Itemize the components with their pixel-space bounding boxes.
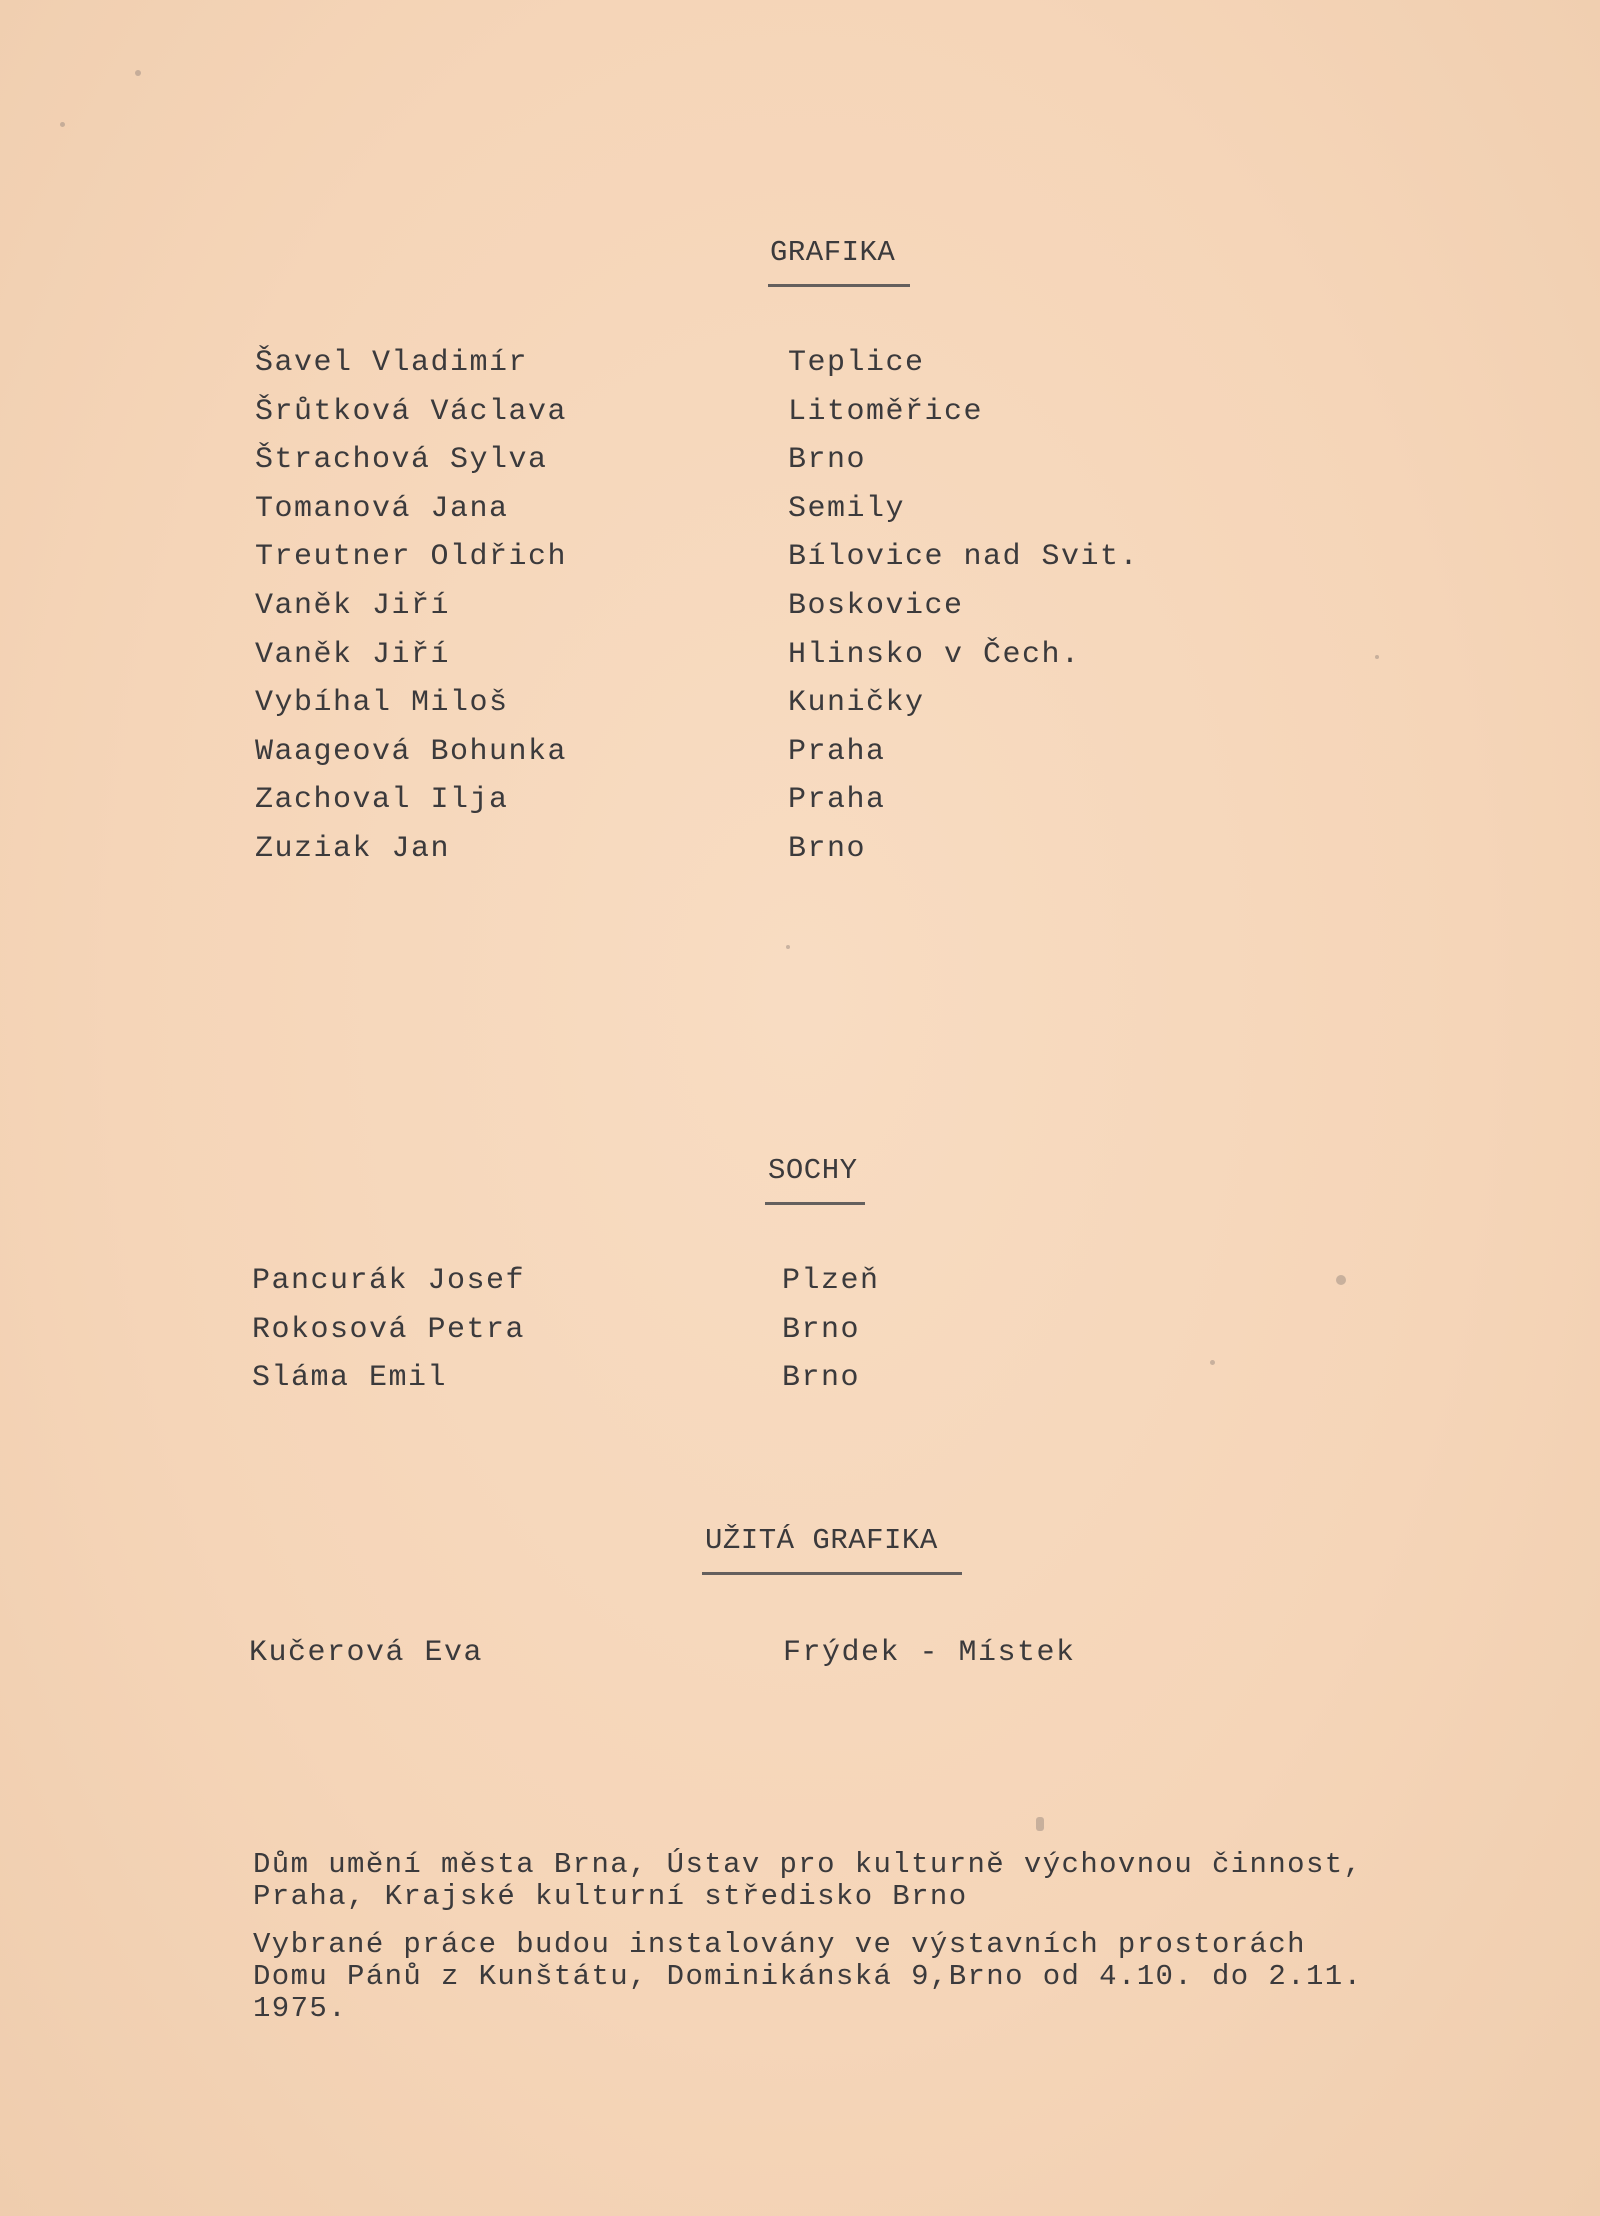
artist-place: Hlinsko v Čech.: [788, 637, 1081, 672]
footer-note-line-3: 1975.: [253, 1992, 348, 2025]
footer-organizers-line-2: Praha, Krajské kulturní středisko Brno: [253, 1880, 968, 1913]
artist-name: Sláma Emil: [252, 1361, 448, 1396]
footer-note-line-2: Domu Pánů z Kunštátu, Dominikánská 9,Brno od 4.10. do 2.11.: [253, 1960, 1363, 1993]
artist-name: Zuziak Jan: [255, 832, 451, 866]
artist-place: Teplice: [788, 346, 925, 380]
artist-name: Vaněk Jiří: [255, 637, 451, 672]
artist-name: Šrůtková Václava: [255, 394, 568, 429]
artist-name: Vaněk Jiří: [255, 589, 451, 623]
artist-place: Praha: [788, 734, 886, 769]
artist-place: Bílovice nad Svit.: [788, 540, 1140, 575]
paper-speck: [1336, 1275, 1346, 1285]
artist-name: Pancurák Josef: [252, 1264, 526, 1298]
artist-place: Frýdek - Místek: [783, 1636, 1076, 1670]
section-heading-sochy: SOCHY: [768, 1154, 858, 1187]
paper-speck: [1210, 1360, 1215, 1365]
paper-speck: [1036, 1817, 1044, 1831]
artist-name: Waageová Bohunka: [255, 734, 568, 769]
artist-name: Kučerová Eva: [249, 1636, 484, 1670]
paper-speck: [135, 70, 141, 76]
artist-name: Rokosová Petra: [252, 1312, 526, 1347]
heading-underline: [765, 1202, 865, 1205]
footer-note-line-1: Vybrané práce budou instalovány ve výstavních prostorách: [253, 1928, 1306, 1961]
artist-place: Brno: [782, 1312, 861, 1347]
artist-place: Boskovice: [788, 589, 964, 623]
heading-underline: [702, 1572, 962, 1575]
artist-name: Treutner Oldřich: [255, 540, 568, 575]
paper-speck: [60, 122, 65, 127]
heading-underline: [768, 284, 910, 287]
artist-place: Praha: [788, 783, 886, 818]
artist-place: Brno: [788, 443, 867, 478]
artist-place: Brno: [782, 1361, 861, 1396]
section-heading-grafika: GRAFIKA: [770, 236, 896, 269]
artist-place: Litoměřice: [788, 394, 984, 429]
artist-name: Tomanová Jana: [255, 491, 509, 526]
artist-name: Štrachová Sylva: [255, 443, 548, 478]
artist-place: Semily: [788, 491, 906, 526]
artist-name: Zachoval Ilja: [255, 783, 509, 818]
section-heading-uzita-grafika: UŽITÁ GRAFIKA: [705, 1524, 938, 1557]
artist-place: Kuničky: [788, 686, 925, 721]
artist-name: Šavel Vladimír: [255, 346, 529, 380]
paper-speck: [786, 945, 790, 949]
paper-speck: [1375, 655, 1379, 659]
artist-name: Vybíhal Miloš: [255, 686, 509, 721]
footer-organizers-line-1: Dům umění města Brna, Ústav pro kulturně výchovnou činnost,: [253, 1848, 1363, 1881]
artist-place: Brno: [788, 832, 867, 866]
artist-place: Plzeň: [782, 1264, 880, 1298]
